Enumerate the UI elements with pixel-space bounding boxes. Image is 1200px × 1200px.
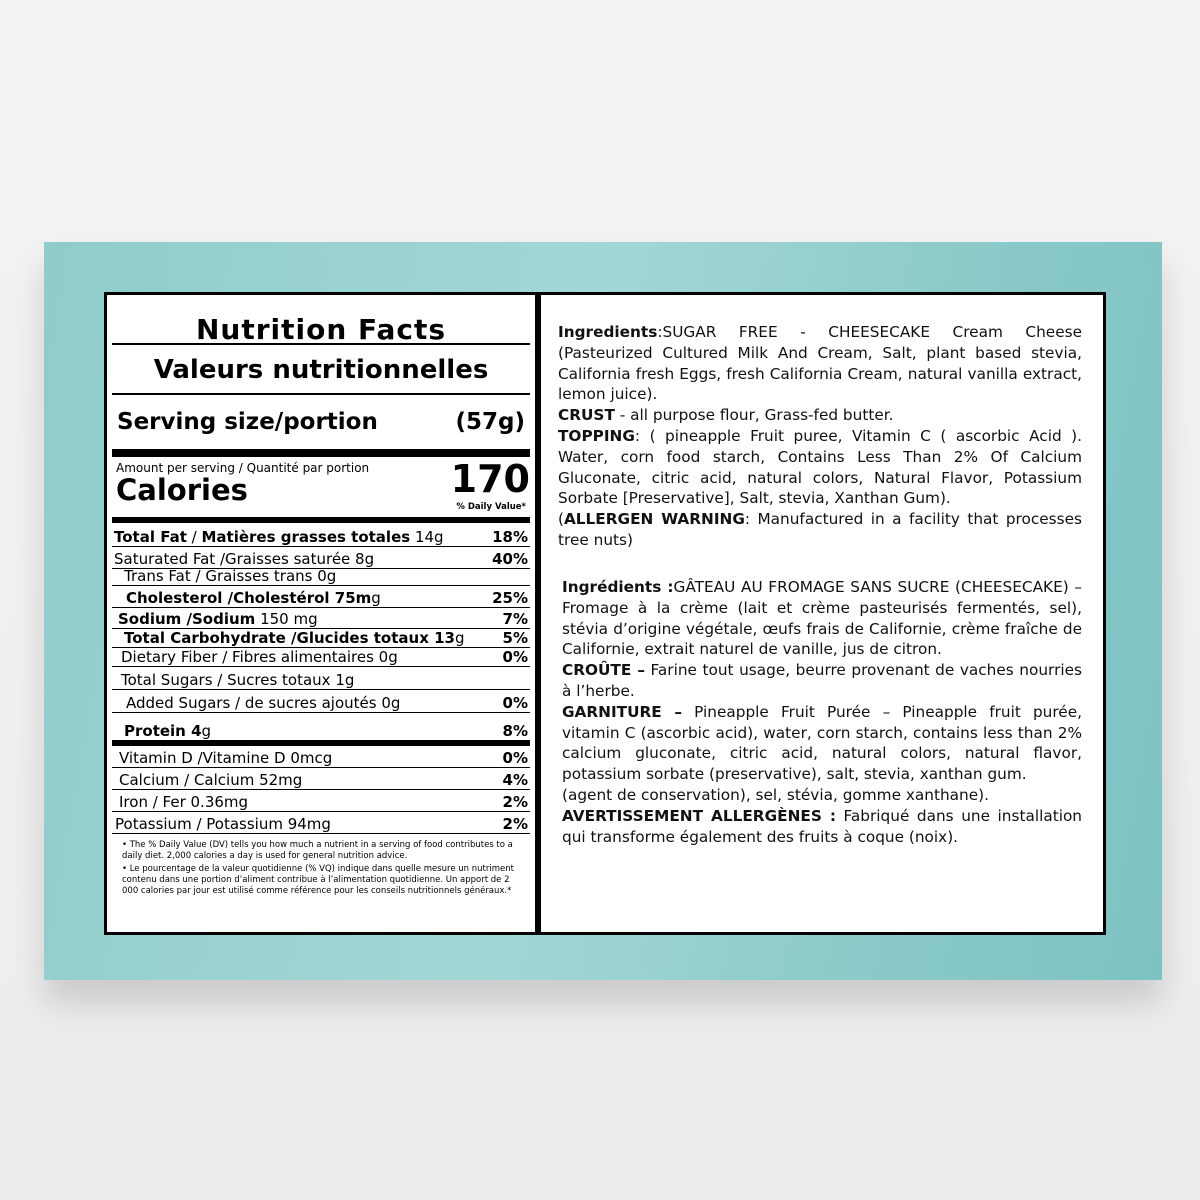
topping-en-paragraph	[558, 426, 1082, 509]
footnote-en: • The % Daily Value (DV) tells you how much a nutrient in a serving of food contributes to a daily diet. 2,000 calories a day is used for general nutrition advice.	[122, 840, 513, 861]
nutrient-daily-value: 8%	[502, 722, 528, 740]
crust-en-paragraph	[558, 405, 1082, 426]
nutrient-name	[114, 694, 400, 712]
nutrient-row	[112, 523, 530, 547]
nutrient-name	[114, 610, 318, 628]
topping-fr-label: GARNITURE –	[562, 702, 682, 721]
daily-value-label: % Daily Value*	[456, 502, 526, 512]
nutrient-name	[114, 671, 354, 689]
nutrient-name-text: Saturated Fat /Graisses saturée 8g	[114, 550, 375, 568]
crust-en-text: - all purpose flour, Grass-fed butter.	[614, 406, 894, 425]
nutrient-name-text: Iron / Fer 0.36mg	[119, 793, 249, 811]
nutrient-row	[112, 648, 530, 667]
nutrient-daily-value: 2%	[502, 793, 528, 811]
calories-block	[112, 457, 530, 523]
ingredients-en-paragraph	[558, 322, 1082, 405]
nutrient-name-bold: Total Carbohydrate /Glucides totaux 13	[124, 629, 455, 647]
crust-fr-label: CROÛTE –	[562, 661, 645, 680]
allergen-en-paragraph	[558, 509, 1082, 551]
serving-size-row	[112, 395, 530, 457]
nutrient-row	[112, 690, 530, 713]
nutrient-name-text: g	[371, 589, 381, 607]
nutrient-daily-value: 2%	[502, 815, 528, 833]
nutrient-name	[114, 550, 374, 568]
agent-fr-paragraph: (agent de conservation), sel, stévia, gomme xanthane).	[562, 785, 989, 804]
nutrient-row	[112, 812, 530, 834]
nutrient-daily-value: 5%	[502, 629, 528, 647]
nutrient-name	[114, 567, 336, 585]
nutrient-name-text: g	[201, 722, 212, 740]
nutrient-row	[112, 586, 530, 608]
nutrient-name	[114, 793, 248, 811]
nutrient-name	[114, 629, 465, 647]
ingredients-fr-paragraph	[562, 577, 1082, 660]
calories-label: Calories	[116, 473, 248, 507]
nutrient-name-bold: Sodium /Sodium	[118, 610, 256, 628]
crust-fr-text: Farine tout usage, beurre provenant de vaches nourries à l’herbe.	[562, 661, 1082, 700]
nutrient-daily-value: 0%	[502, 694, 528, 712]
nutrient-daily-value: 0%	[502, 749, 528, 767]
nutrient-name	[114, 771, 302, 789]
crust-en-label: CRUST	[558, 406, 615, 425]
nutrient-name	[114, 528, 444, 546]
footnote-fr: • Le pourcentage de la valeur quotidienne (% VQ) indique dans quelle mesure un nutriment contenu dans une portion d’aliment contribue à l’alimentation quotidienne. Un apport de 2 000 calories par jour est utilisé comme référence pour les conseils nutritionnels généraux.*	[122, 864, 514, 896]
allergen-fr-paragraph	[562, 806, 1082, 848]
nutrient-row	[112, 746, 530, 768]
nutrition-facts-panel	[107, 295, 538, 932]
allergen-en-label: ALLERGEN WARNING	[563, 510, 745, 529]
topping-en-text: : ( pineapple Fruit puree, Vitamin C ( ascorbic Acid ). Water, corn food starch, Contains Less Than 2% Of Calcium Gluconate, citric acid, natural colors, Natural Flavor, Potassium Sorbate [Preservative], Salt, stevia, Xanthan Gum).	[558, 426, 1082, 508]
serving-size-value: (57g)	[455, 409, 525, 435]
amount-per-serving: Amount per serving / Quantité par portion	[116, 461, 370, 475]
nutrient-daily-value: 25%	[492, 589, 528, 607]
nutrient-name-text: Dietary Fiber / Fibres alimentaires 0g	[121, 648, 398, 666]
nutrient-row	[112, 569, 530, 586]
topping-fr-text: Pineapple Fruit Purée – Pineapple fruit purée, vitamin C (ascorbic acid), water, corn starch, contains less than 2% calcium gluconate, citric acid, natural colors, natural flavor, potassium sorbate (preservative), salt, stevia, xanthan gum.	[562, 702, 1082, 784]
ingredients-fr-text: GÂTEAU AU FROMAGE SANS SUCRE (CHEESECAKE) – Fromage à la crème (lait et crème pasteurisés fermentés, sel), stévia d’origine végétale, œufs frais de Californie, crème fraîche de Californie, extrait naturel de vanille, jus de citron.	[562, 578, 1082, 659]
nutrition-facts-title: Nutrition Facts	[112, 295, 530, 345]
allergen-en-open: (	[558, 510, 564, 529]
nutrient-rows	[112, 523, 530, 834]
ingredients-en-text: :SUGAR FREE - CHEESECAKE Cream Cheese (Pasteurized Cultured Milk And Cream, Salt, plant based stevia, California fresh Eggs, fresh California Cream, natural vanilla extract, lemon juice).	[558, 323, 1082, 404]
valeurs-nutritionnelles-title: Valeurs nutritionnelles	[112, 345, 530, 395]
nutrient-row	[112, 790, 530, 812]
nutrient-name	[114, 815, 331, 833]
allergen-en-text: : Manufactured in a facility that processes tree nuts)	[558, 510, 1082, 549]
nutrient-name-bold: Cholesterol /Cholestérol 75m	[126, 589, 372, 607]
nutrient-name	[114, 749, 332, 767]
nutrient-name-text: Vitamin D /Vitamine D 0mcg	[119, 749, 333, 767]
nutrient-row	[112, 667, 530, 690]
nutrient-name	[114, 589, 381, 607]
ingredients-english	[558, 322, 1082, 551]
nutrient-name-text: Added Sugars / de sucres ajoutés 0g	[126, 694, 401, 712]
nutrition-label	[104, 292, 1106, 935]
nutrient-daily-value: 7%	[502, 610, 528, 628]
nutrient-row	[112, 768, 530, 790]
nutrient-name-text: 150 mg	[255, 610, 318, 628]
calories-value: 170	[450, 457, 530, 501]
ingredients-fr-label: Ingrédients :	[562, 578, 674, 596]
nutrient-name-bold: Protein 4	[124, 722, 202, 740]
topping-fr-paragraph	[562, 702, 1082, 785]
ingredients-en-label: Ingredients	[558, 323, 658, 341]
nutrient-name-bold: Total Fat	[114, 528, 187, 546]
nutrient-name-text: Trans Fat / Graisses trans 0g	[124, 567, 337, 585]
serving-size-label: Serving size/portion	[117, 409, 378, 435]
ingredients-panel	[538, 295, 1103, 932]
allergen-fr-text: Fabriqué dans une installation qui transforme également des fruits à coque (noix).	[562, 806, 1082, 846]
topping-en-label: TOPPING	[558, 426, 635, 445]
nutrient-name-text: Total Sugars / Sucres totaux 1g	[121, 671, 355, 689]
nutrient-name-text: /	[186, 528, 202, 546]
nutrient-daily-value: 40%	[492, 550, 528, 568]
nutrient-name	[114, 722, 211, 740]
nutrient-name	[114, 648, 398, 666]
nutrient-name-text: g	[454, 629, 465, 647]
footnotes	[112, 834, 530, 897]
nutrient-row	[112, 547, 530, 569]
nutrient-daily-value: 4%	[502, 771, 528, 789]
nutrient-row	[112, 629, 530, 648]
ingredients-french	[562, 577, 1082, 847]
nutrient-row	[112, 608, 530, 629]
nutrient-row	[112, 713, 530, 746]
nutrient-daily-value: 0%	[502, 648, 528, 666]
nutrient-name-text: Calcium / Calcium 52mg	[119, 771, 303, 789]
allergen-fr-label: AVERTISSEMENT ALLERGÈNES :	[562, 806, 836, 825]
nutrient-name-text: Potassium / Potassium 94mg	[115, 815, 331, 833]
crust-fr-paragraph	[562, 660, 1082, 702]
nutrient-name-text: 14g	[410, 528, 444, 546]
nutrient-daily-value: 18%	[492, 528, 528, 546]
nutrient-name-bold: Matières grasses totales	[201, 528, 411, 546]
